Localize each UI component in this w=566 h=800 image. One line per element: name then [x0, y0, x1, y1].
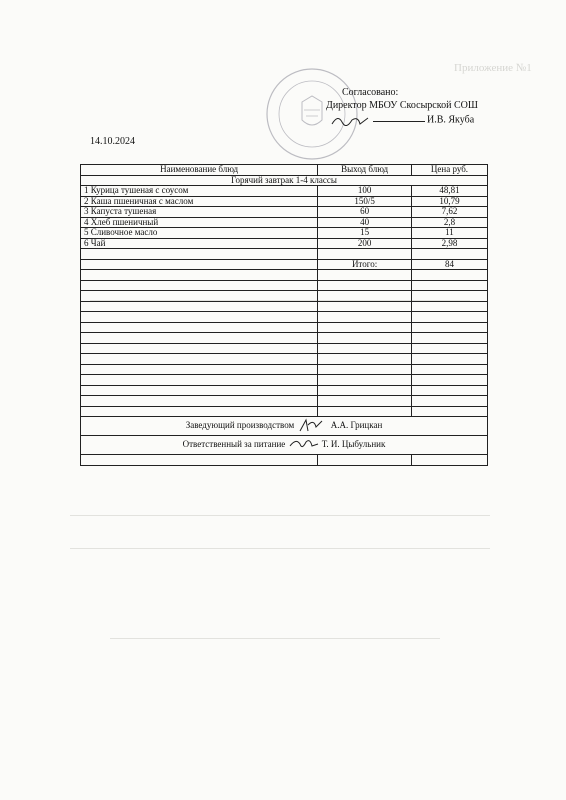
- table-row: [81, 186, 488, 197]
- dish-price: 2,8: [411, 217, 487, 228]
- category-label: Горячий завтрак 1-4 классы: [81, 175, 488, 186]
- dish-portion: 100: [318, 186, 412, 197]
- table-header-row: [81, 165, 488, 176]
- signature-row-production-manager: [81, 417, 488, 436]
- empty-row: [81, 301, 488, 312]
- dish-portion: 150/5: [318, 196, 412, 207]
- empty-row: [81, 375, 488, 386]
- empty-row: [81, 455, 488, 466]
- dish-name: 2 Каша пшеничная с маслом: [81, 196, 318, 207]
- empty-row: [81, 291, 488, 302]
- approver-name: И.В. Якуба: [427, 114, 475, 126]
- dish-name: 5 Сливочное масло: [81, 228, 318, 239]
- empty-row: [81, 354, 488, 365]
- table-row: [81, 207, 488, 218]
- approval-label: Согласовано:: [342, 87, 399, 98]
- approval-block: [326, 86, 478, 128]
- ghost-line: [70, 515, 490, 516]
- dish-name: 6 Чай: [81, 238, 318, 249]
- empty-row: [81, 396, 488, 407]
- empty-row: [81, 249, 488, 260]
- table-row: [81, 196, 488, 207]
- dish-name: 3 Капуста тушеная: [81, 207, 318, 218]
- header-price: Цена руб.: [411, 165, 487, 176]
- approver-signature: [330, 112, 370, 128]
- ghost-line: [110, 638, 440, 639]
- empty-row: [81, 280, 488, 291]
- table-row: [81, 217, 488, 228]
- food-supervisor-signature: [288, 436, 320, 454]
- header-portion: Выход блюд: [318, 165, 412, 176]
- signer-name: А.А. Грицкан: [330, 420, 383, 431]
- approver-title: Директор МБОУ Скосырской СОШ: [326, 100, 478, 111]
- menu-table: [80, 164, 488, 466]
- document-date: 14.10.2024: [90, 136, 135, 147]
- empty-row: [81, 270, 488, 281]
- signer-role: Ответственный за питание: [182, 439, 286, 450]
- ghost-line: [70, 548, 490, 549]
- empty-row: [81, 385, 488, 396]
- dish-price: 10,79: [411, 196, 487, 207]
- approver-signature-line: [326, 112, 478, 128]
- signature-row-food-supervisor: [81, 436, 488, 455]
- empty-row: [81, 322, 488, 333]
- production-manager-signature: [296, 417, 328, 435]
- dish-portion: 40: [318, 217, 412, 228]
- ghost-appendix-label: Приложение №1: [454, 62, 532, 74]
- empty-row: [81, 343, 488, 354]
- empty-row: [81, 312, 488, 323]
- dish-price: 11: [411, 228, 487, 239]
- header-dish-name: Наименование блюд: [81, 165, 318, 176]
- dish-price: 48,81: [411, 186, 487, 197]
- empty-row: [81, 364, 488, 375]
- dish-name: 4 Хлеб пшеничный: [81, 217, 318, 228]
- dish-portion: 60: [318, 207, 412, 218]
- signer-role: Заведующий производством: [185, 420, 295, 431]
- table-row: [81, 238, 488, 249]
- dish-portion: 200: [318, 238, 412, 249]
- table-row: [81, 228, 488, 239]
- dish-price: 2,98: [411, 238, 487, 249]
- dish-portion: 15: [318, 228, 412, 239]
- category-row: [81, 175, 488, 186]
- dish-name: 1 Курица тушеная с соусом: [81, 186, 318, 197]
- total-row: [81, 259, 488, 270]
- empty-row: [81, 333, 488, 344]
- total-value: 84: [411, 259, 487, 270]
- total-label: Итого:: [318, 259, 412, 270]
- empty-row: [81, 406, 488, 417]
- signer-name: Т. И. Цыбульник: [321, 439, 386, 450]
- dish-price: 7,62: [411, 207, 487, 218]
